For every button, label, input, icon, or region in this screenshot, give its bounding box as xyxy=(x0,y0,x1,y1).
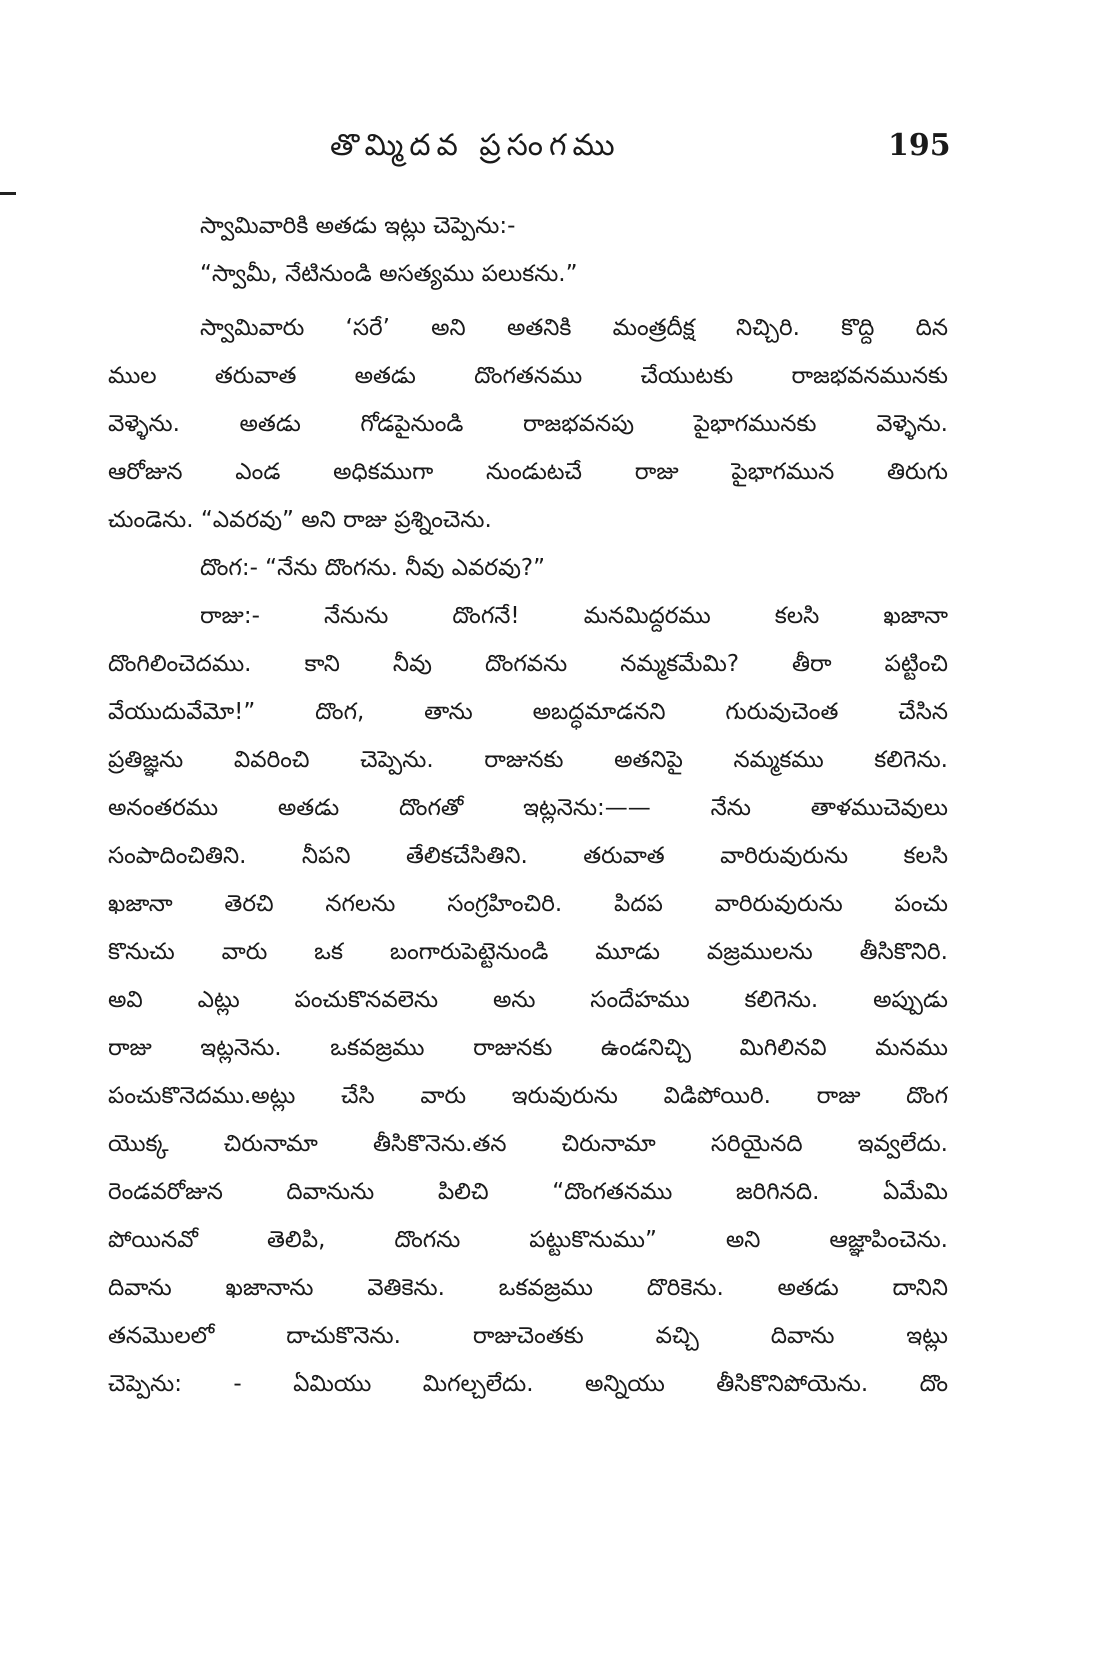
page-number: 195 xyxy=(888,128,951,163)
text-line: ఖజానా తెరచి నగలను సంగ్రహించిరి. పిదప వారిరువురును పంచు xyxy=(108,891,948,917)
margin-mark xyxy=(0,192,16,195)
text-line: ముల తరువాత అతడు దొంగతనము చేయుటకు రాజభవనమునకు xyxy=(108,363,948,389)
page-header xyxy=(0,128,1105,178)
text-line: దొంగిలించెదము. కాని నీవు దొంగవను నమ్మకమేమి? తీరా పట్టించి xyxy=(108,651,948,677)
text-line: వెళ్ళెను. అతడు గోడపైనుండి రాజభవనపు పైభాగమునకు వెళ్ళెను. xyxy=(108,411,948,437)
text-line: దివాను ఖజానాను వెతికెను. ఒకవజ్రము దొరికెను. అతడు దానిని xyxy=(108,1275,948,1301)
text-line: అనంతరము అతడు దొంగతో ఇట్లనెను:—— నేను తాళముచెవులు xyxy=(108,795,948,821)
text-line: “స్వామీ, నేటినుండి అసత్యము పలుకను.” xyxy=(200,261,578,287)
text-line: అవి ఎట్లు పంచుకొనవలెను అను సందేహము కలిగెను. అప్పుడు xyxy=(108,987,948,1013)
text-line: సంపాదించితిని. నీపని తేలికచేసితిని. తరువాత వారిరువురును కలసి xyxy=(108,843,948,869)
text-line: రాజు ఇట్లనెను. ఒకవజ్రము రాజునకు ఉండనిచ్చి మిగిలినవి మనము xyxy=(108,1035,948,1061)
text-line: పోయినవో తెలిపి, దొంగను పట్టుకొనుము” అని ఆజ్ఞాపించెను. xyxy=(108,1227,948,1253)
text-line: వేయుదువేమో!” దొంగ, తాను అబద్ధమాడనని గురువుచెంత చేసిన xyxy=(108,699,948,725)
text-line: తనమొలలో దాచుకొనెను. రాజుచెంతకు వచ్చి దివాను ఇట్లు xyxy=(108,1323,948,1349)
text-line: చుండెను. “ఎవరవు” అని రాజు ప్రశ్నించెను. xyxy=(108,507,492,533)
text-line: దొంగ:- “నేను దొంగను. నీవు ఎవరవు?” xyxy=(200,555,546,581)
text-line: ఆరోజున ఎండ అధికముగా నుండుటచే రాజు పైభాగమున తిరుగు xyxy=(108,459,948,485)
text-line: స్వామివారు ‘సరే’ అని అతనికి మంత్రదీక్ష నిచ్చిరి. కొద్ది దిన xyxy=(200,315,948,341)
text-line: చెప్పెను: - ఏమియు మిగల్చలేదు. అన్నియు తీసికొనిపోయెను. దొం xyxy=(108,1371,948,1397)
text-line: రాజు:- నేనును దొంగనే! మనమిద్దరము కలసి ఖజానా xyxy=(200,603,948,629)
text-line: యొక్క చిరునామా తీసికొనెను.తన చిరునామా సరియైనది ఇవ్వలేదు. xyxy=(108,1131,948,1157)
text-line: ప్రతిజ్ఞను వివరించి చెప్పెను. రాజునకు అతనిపై నమ్మకము కలిగెను. xyxy=(108,747,948,773)
text-line: కొనుచు వారు ఒక బంగారుపెట్టెనుండి మూడు వజ్రములను తీసికొనిరి. xyxy=(108,939,948,965)
body-text xyxy=(108,202,948,1408)
running-title: తొమ్మిదవ ప్రసంగము xyxy=(330,128,621,163)
text-line: రెండవరోజున దివానును పిలిచి “దొంగతనము జరిగినది. ఏమేమి xyxy=(108,1179,948,1205)
text-line: పంచుకొనెదము.అట్లు చేసి వారు ఇరువురును విడిపోయిరి. రాజు దొంగ xyxy=(108,1083,948,1109)
text-line: స్వామివారికి అతడు ఇట్లు చెప్పెను:- xyxy=(200,213,516,239)
